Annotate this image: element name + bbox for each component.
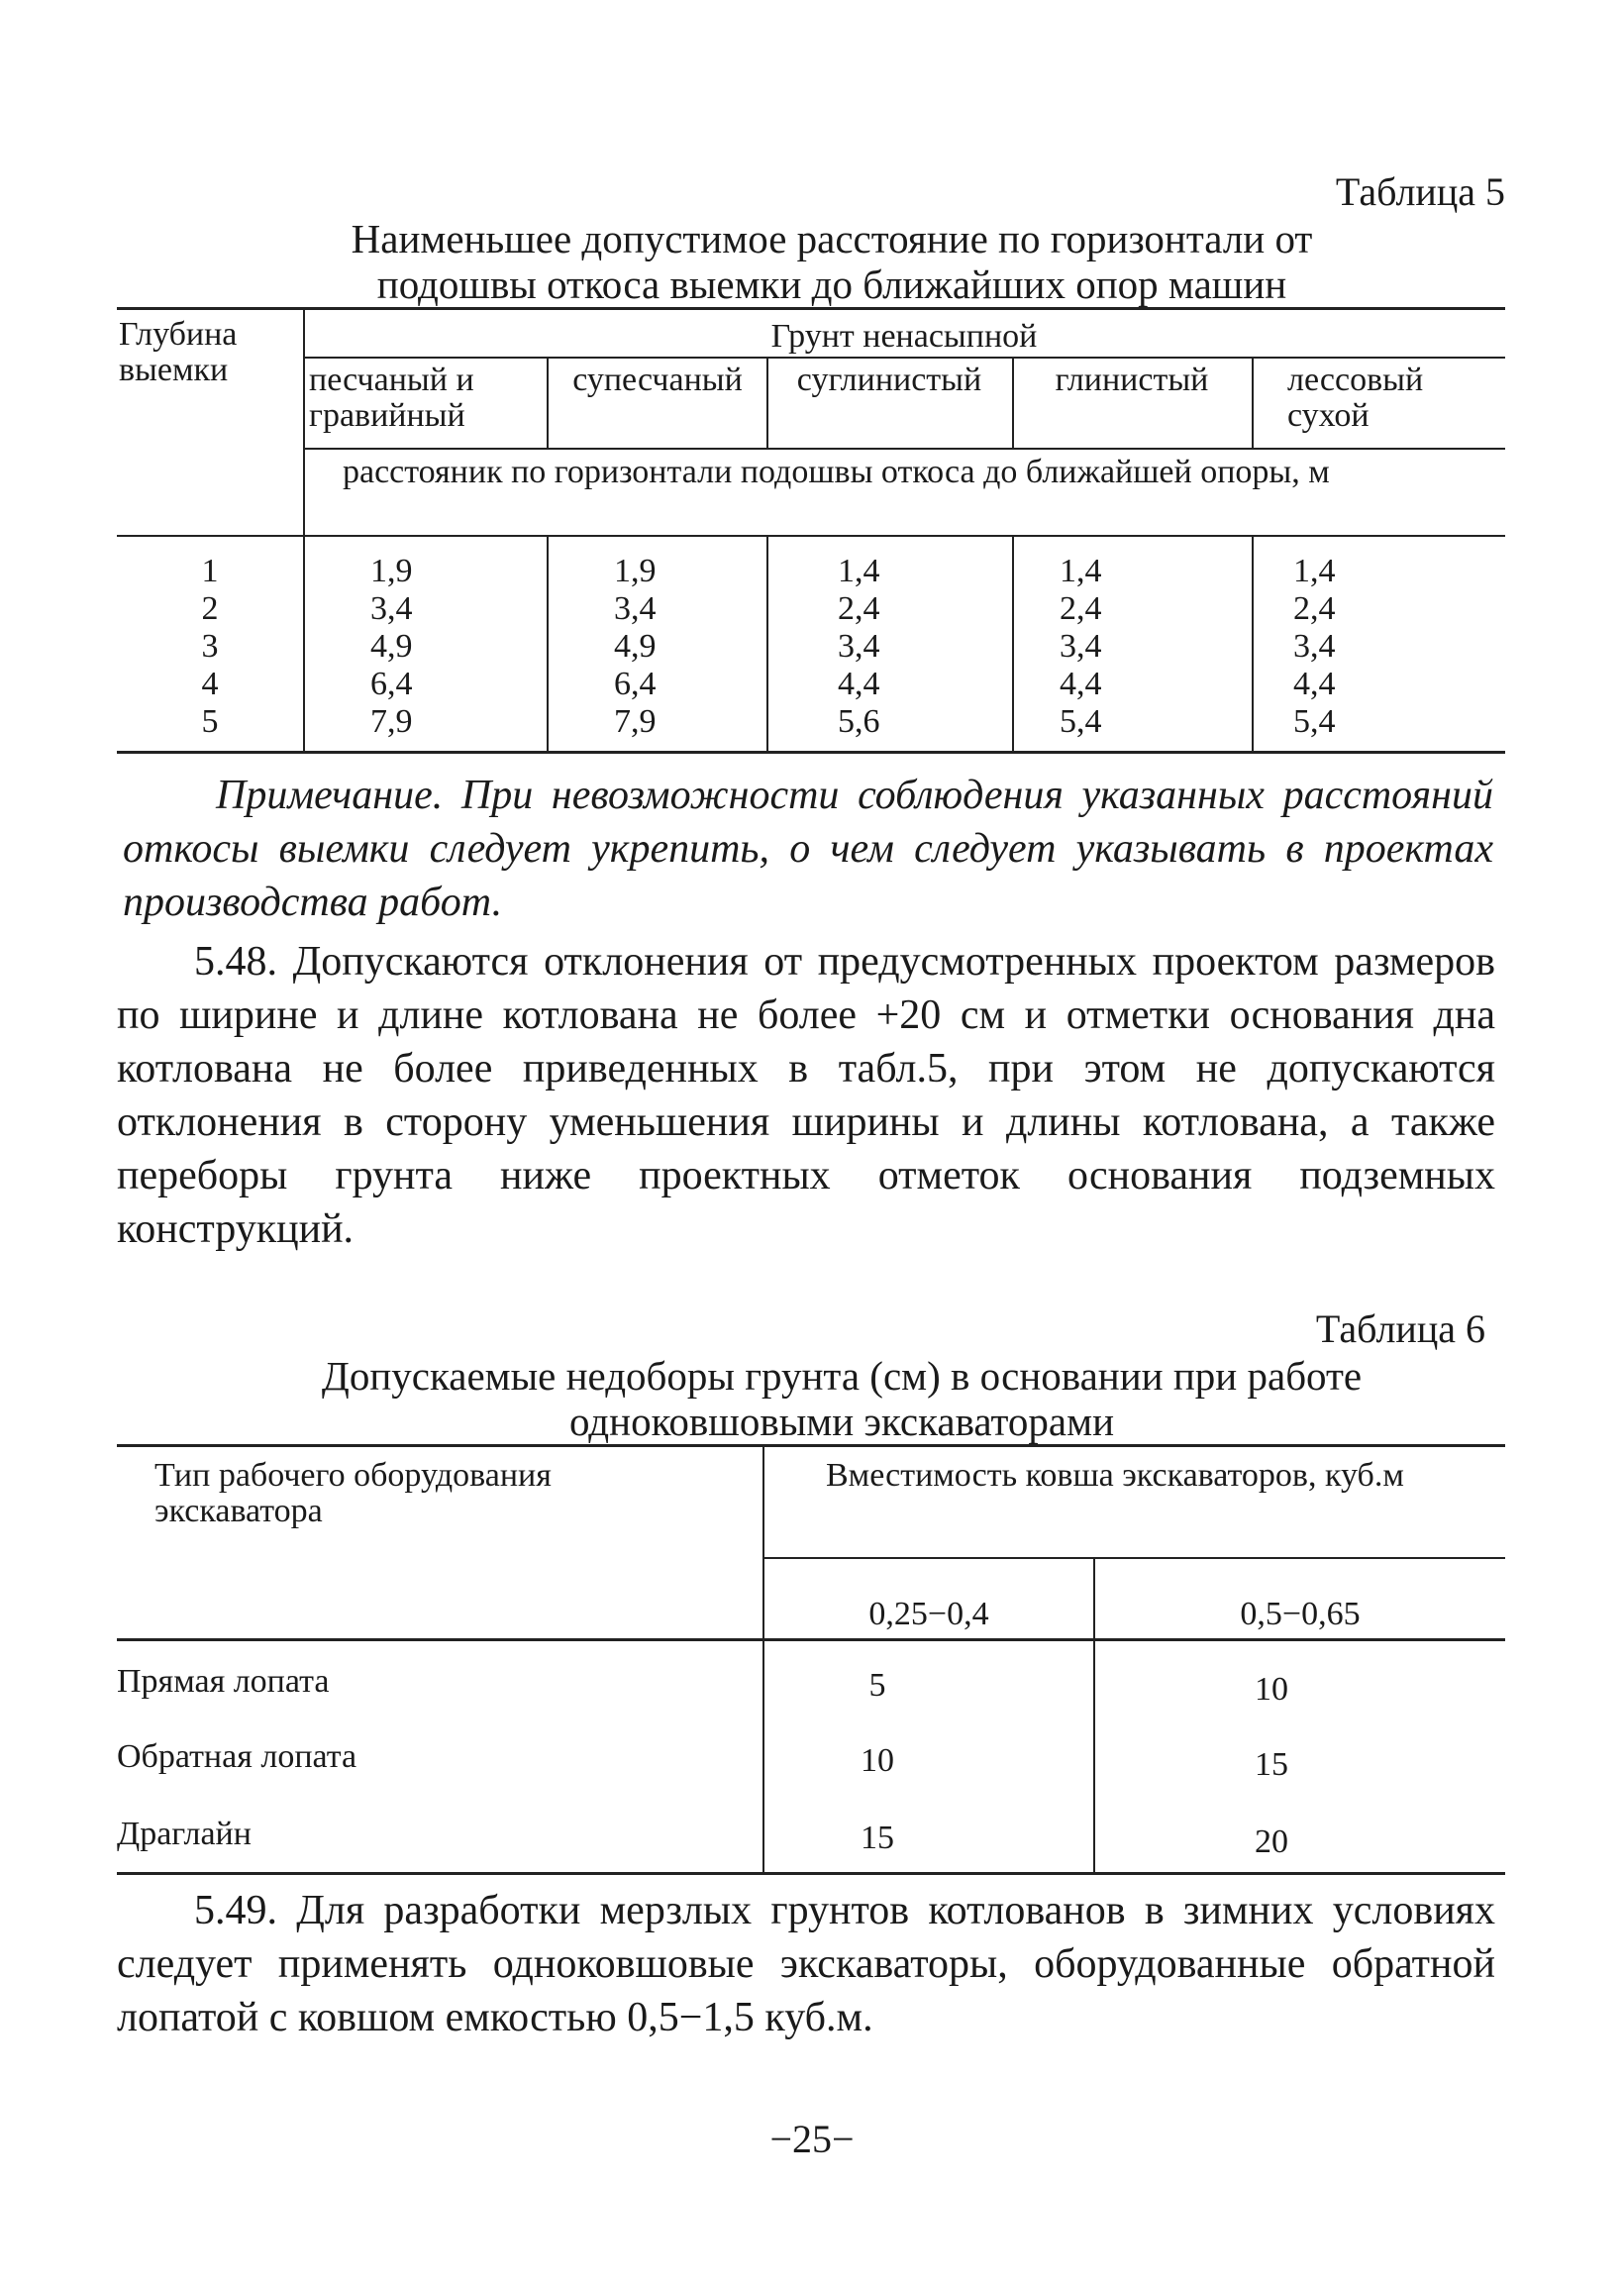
table-row-depth: 5	[201, 703, 219, 740]
table-cell: 1,9	[614, 553, 657, 589]
table-cell: 4,9	[614, 628, 657, 665]
table-cell: 10	[1255, 1671, 1288, 1708]
table-cell: 1,4	[1293, 553, 1336, 589]
table-cell: 7,9	[370, 703, 413, 740]
table-cell: 4,4	[1060, 666, 1102, 702]
table-cell: 2,4	[1060, 590, 1102, 627]
table-cell: 3,4	[1293, 628, 1336, 665]
table-cell: 15	[861, 1820, 894, 1856]
column-header-loess: лессовый сухой	[1287, 362, 1424, 434]
paragraph-5-49: 5.49. Для разработки мерзлых грунтов котлованов в зимних условиях следует применять одноковшовые экскаваторы, оборудованные обратной лопатой с ковшом емкостью 0,5−1,5 куб.м.	[117, 1888, 1495, 2040]
soil-group-header: Грунт ненасыпной	[770, 318, 1038, 355]
equipment-type-header: Тип рабочего оборудования экскаватора	[154, 1457, 552, 1529]
table-cell: 1,9	[370, 553, 413, 589]
table-row-depth: 4	[201, 666, 219, 702]
page-number: −25−	[769, 2117, 855, 2161]
bucket-capacity-header: Вместимость ковша экскаваторов, куб.м	[826, 1457, 1404, 1494]
table5-label: Таблица 5	[1335, 169, 1505, 214]
table-cell: 2,4	[838, 590, 880, 627]
table-cell: 1,4	[1060, 553, 1102, 589]
table-cell: 5,4	[1293, 703, 1336, 740]
table-cell: 2,4	[1293, 590, 1336, 627]
table6-label: Таблица 6	[1315, 1306, 1485, 1351]
table5-title: Наименьшее допустимое расстояние по горизонтали от подошвы откоса выемки до ближайших опор машин	[351, 216, 1313, 307]
column-header-loam: суглинистый	[796, 362, 982, 398]
table-row-depth: 1	[201, 553, 219, 589]
table-cell: 3,4	[1060, 628, 1102, 665]
distance-subheader: расстояник по горизонтали подошвы откоса до ближайшей опоры, м	[343, 454, 1330, 490]
table5-note: Примечание. При невозможности соблюдения указанных расстояний откосы выемки следует укрепить, о чем следует указывать в проектах производства работ.	[123, 773, 1493, 925]
table-cell: 3,4	[370, 590, 413, 627]
table-cell: 4,4	[838, 666, 880, 702]
table-cell: 4,9	[370, 628, 413, 665]
table-cell: 5,4	[1060, 703, 1102, 740]
equipment-name: Прямая лопата	[117, 1663, 330, 1700]
table-cell: 3,4	[838, 628, 880, 665]
table-cell: 15	[1255, 1746, 1288, 1783]
table-cell: 10	[861, 1742, 894, 1779]
paragraph-5-48: 5.48. Допускаются отклонения от предусмотренных проектом размеров по ширине и длине котлована не более +20 см и отметки основания дна котлована не более приведенных в табл.5, при этом не допускаются отклонения в сторону уменьшения ширины и длины котлована, а также переборы грунта ниже проектных отметок основания подземных конструкций.	[117, 939, 1495, 1252]
equipment-name: Обратная лопата	[117, 1738, 357, 1775]
table6-title: Допускаемые недоборы грунта (см) в основании при работе одноковшовыми экскаваторами	[321, 1353, 1363, 1444]
table-cell: 6,4	[370, 666, 413, 702]
capacity-column-1: 0,25−0,4	[868, 1596, 989, 1632]
equipment-name: Драглайн	[117, 1816, 252, 1852]
table-cell: 5,6	[838, 703, 880, 740]
column-header-sandy: песчаный и гравийный	[309, 362, 474, 434]
column-header-clay: глинистый	[1055, 362, 1209, 398]
table-cell: 5	[868, 1667, 886, 1704]
table-cell: 20	[1255, 1823, 1288, 1860]
table-row-depth: 3	[201, 628, 219, 665]
column-header-sandy-loam: супесчаный	[572, 362, 743, 398]
depth-header: Глубина выемки	[119, 316, 238, 388]
table-cell: 4,4	[1293, 666, 1336, 702]
table-cell: 3,4	[614, 590, 657, 627]
capacity-column-2: 0,5−0,65	[1240, 1596, 1361, 1632]
table-cell: 6,4	[614, 666, 657, 702]
table-row-depth: 2	[201, 590, 219, 627]
table-cell: 7,9	[614, 703, 657, 740]
table-cell: 1,4	[838, 553, 880, 589]
